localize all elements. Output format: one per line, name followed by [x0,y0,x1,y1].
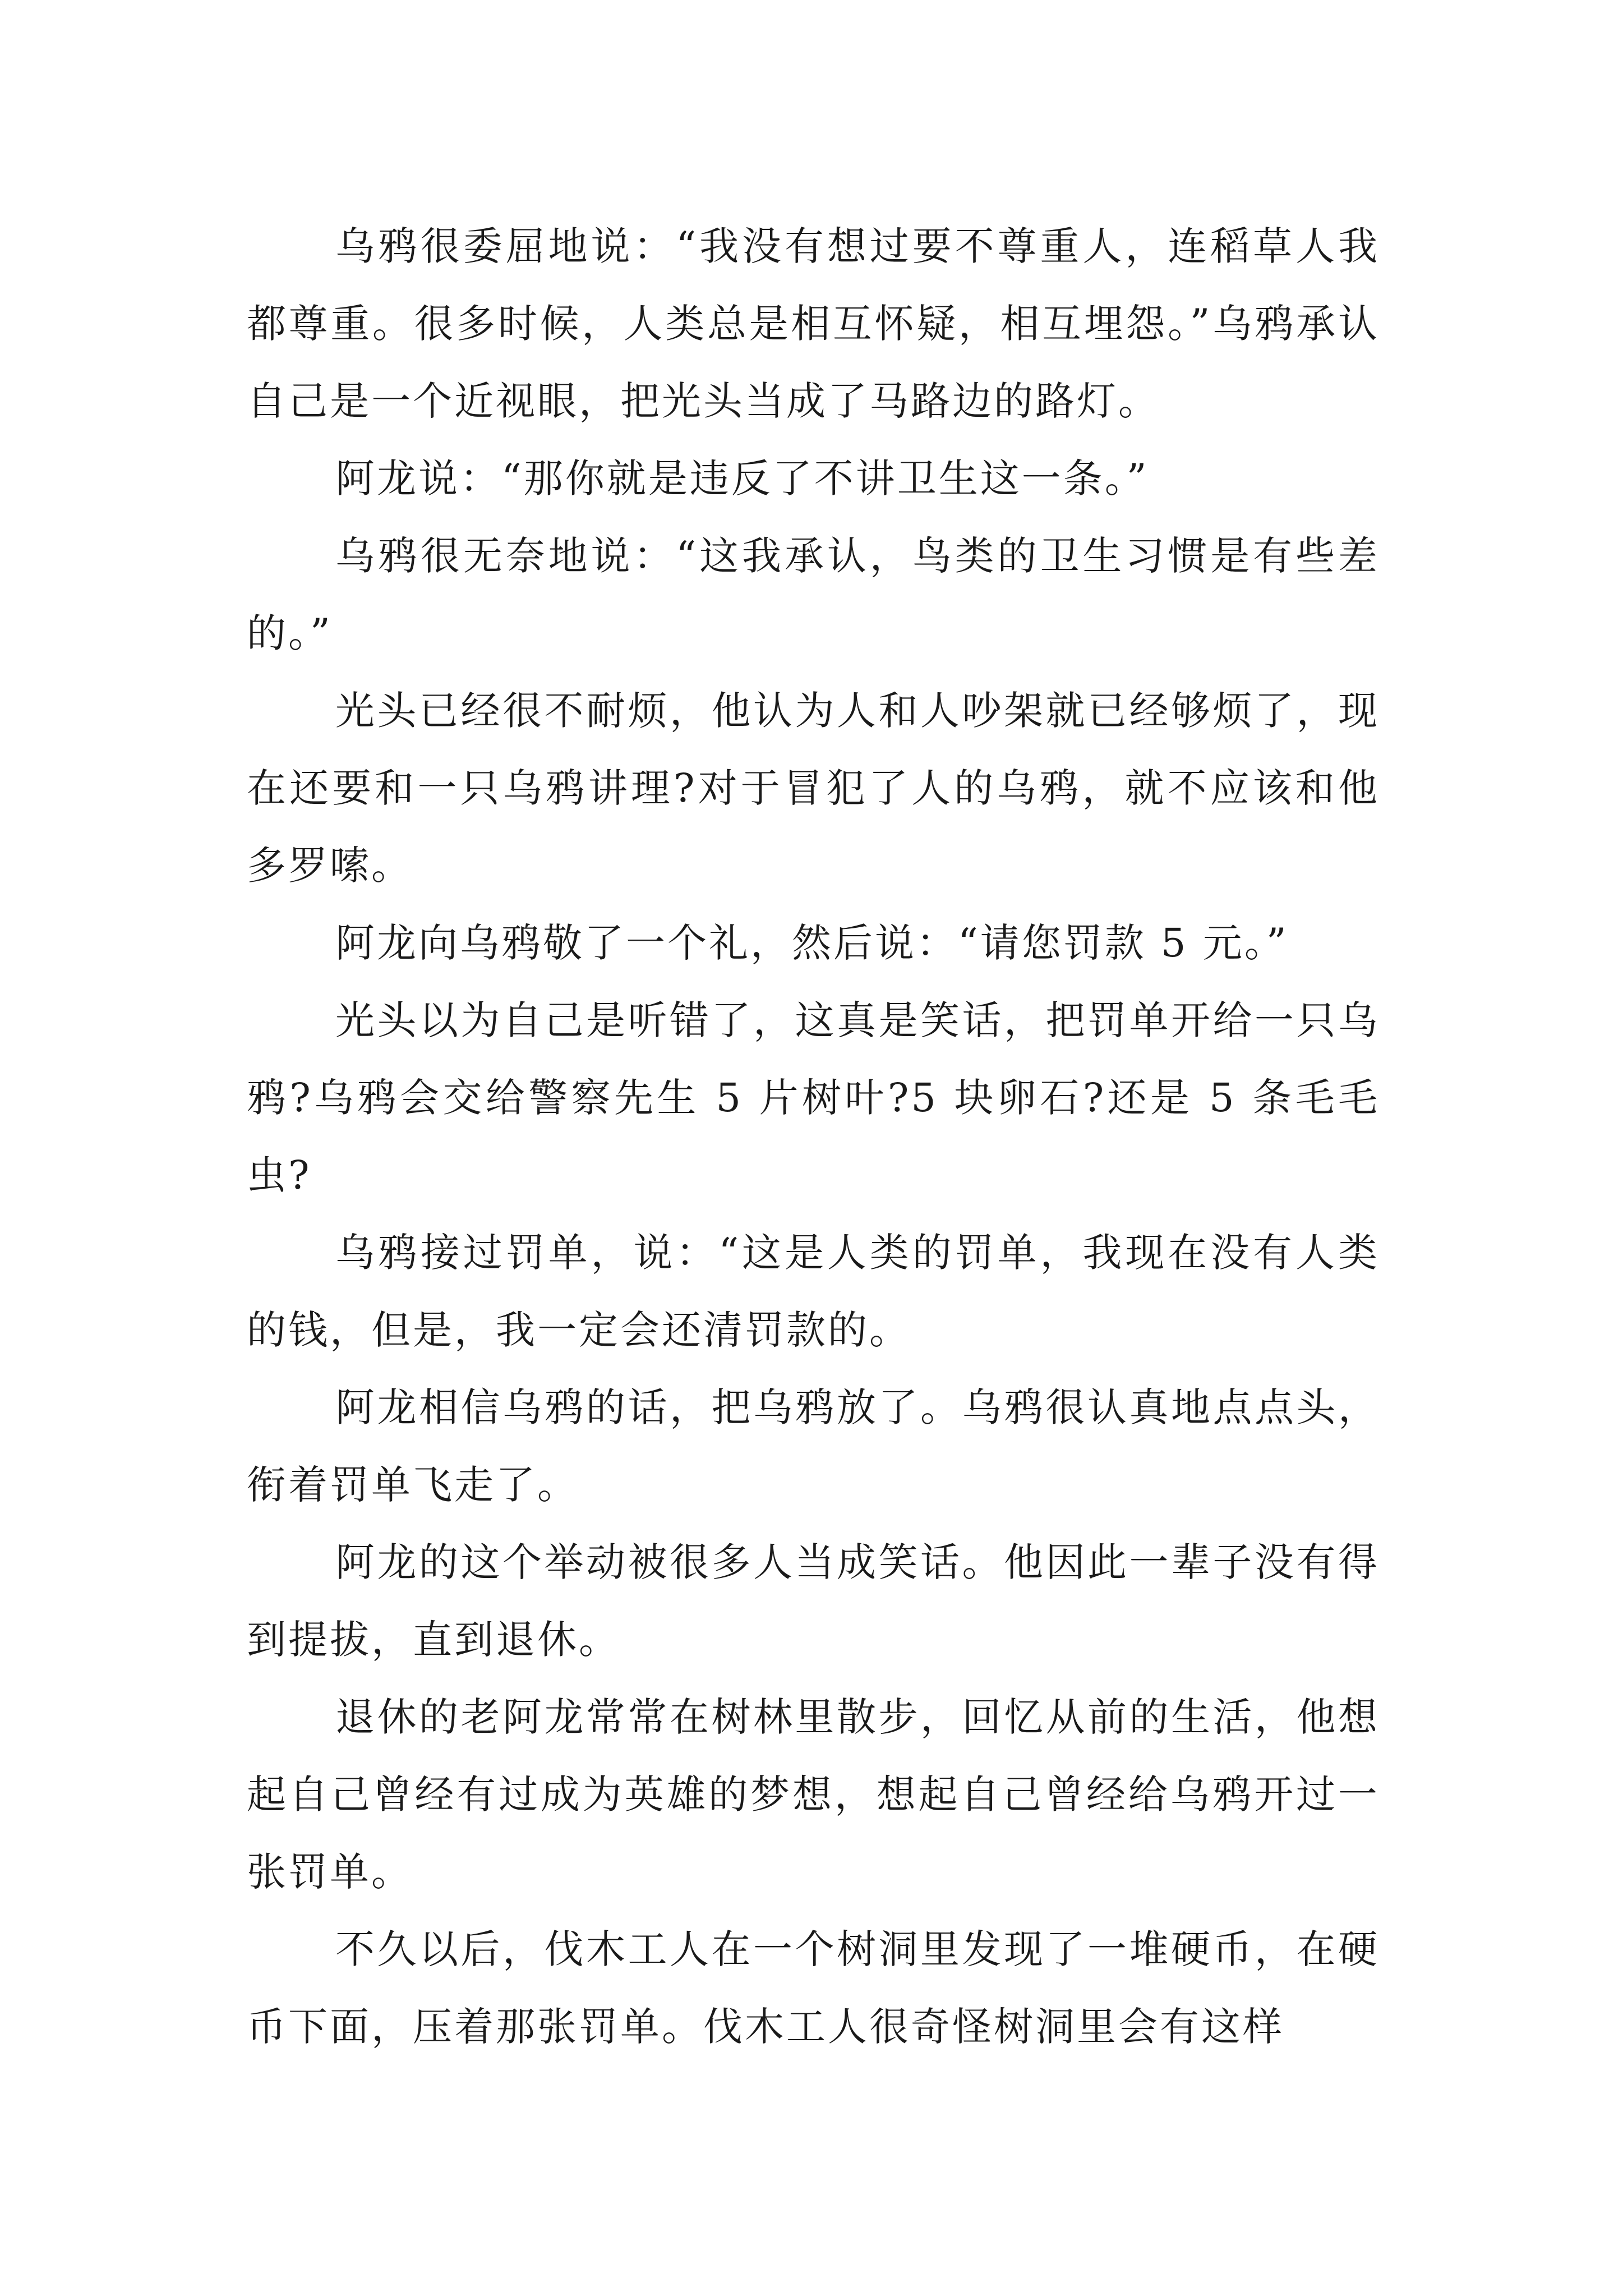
paragraph: 光头已经很不耐烦，他认为人和人吵架就已经够烦了，现在还要和一只乌鸦讲理?对于冒犯了人的乌鸦，就不应该和他多罗嗦。 [247,688,1380,889]
paragraph: 乌鸦很无奈地说：“这我承认，鸟类的卫生习惯是有些差的。” [247,533,1380,656]
paragraph: 乌鸦很委屈地说：“我没有想过要不尊重人，连稻草人我都尊重。很多时候，人类总是相互怀疑，相互埋怨。”乌鸦承认自己是一个近视眼，把光头当成了马路边的路灯。 [247,223,1380,424]
paragraph: 光头以为自己是听错了，这真是笑话，把罚单开给一只乌鸦?乌鸦会交给警察先生 5 片树叶?5 块卵石?还是 5 条毛毛虫? [247,997,1380,1198]
paragraph: 阿龙向乌鸦敬了一个礼，然后说：“请您罚款 5 元。” [335,920,1289,966]
paragraph: 阿龙说：“那你就是违反了不讲卫生这一条。” [335,455,1149,501]
paragraph: 阿龙的这个举动被很多人当成笑话。他因此一辈子没有得到提拔，直到退休。 [247,1539,1380,1663]
paragraph: 乌鸦接过罚单，说：“这是人类的罚单，我现在没有人类的钱，但是，我一定会还清罚款的。 [247,1230,1380,1353]
paragraph: 不久以后，伐木工人在一个树洞里发现了一堆硬币，在硬币下面，压着那张罚单。伐木工人很奇怪树洞里会有这样 [247,1926,1380,2050]
paragraph: 阿龙相信乌鸦的话，把乌鸦放了。乌鸦很认真地点点头，衔着罚单飞走了。 [247,1384,1380,1508]
paragraph: 退休的老阿龙常常在树林里散步，回忆从前的生活，他想起自己曾经有过成为英雄的梦想，想起自己曾经给乌鸦开过一张罚单。 [247,1694,1380,1895]
document-page [247,208,1380,2065]
